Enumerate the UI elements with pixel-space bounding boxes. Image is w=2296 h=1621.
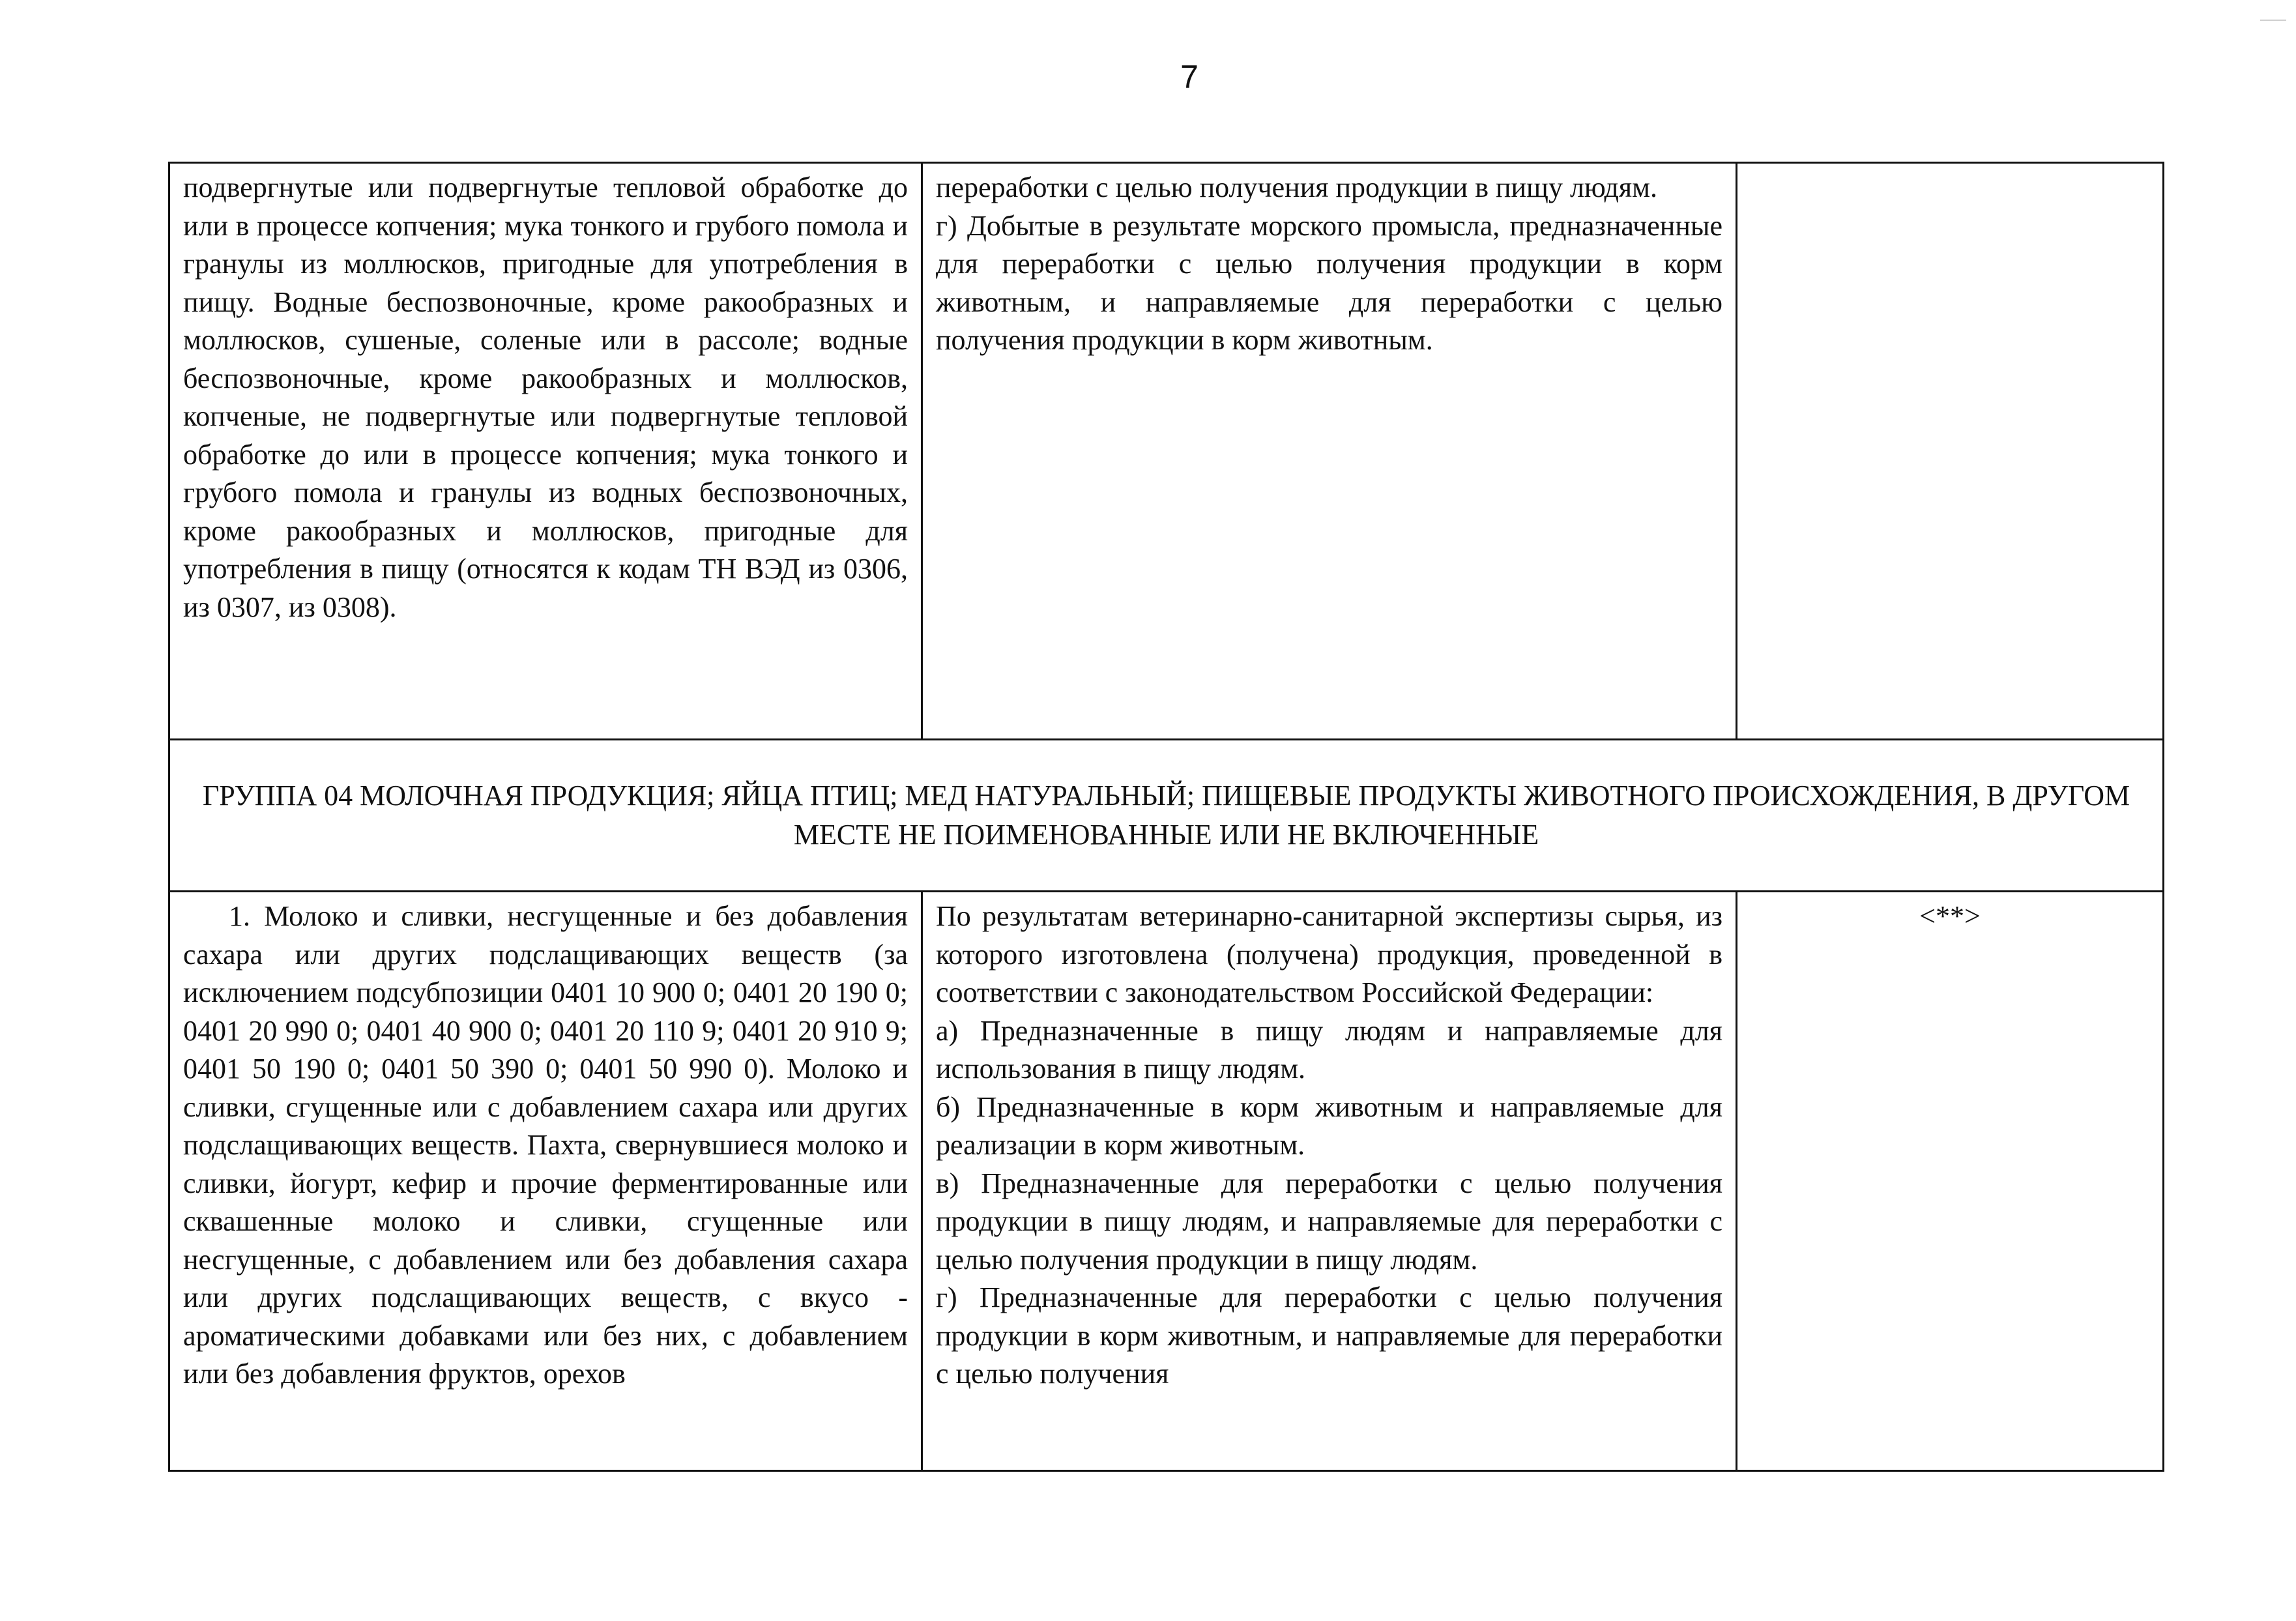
product-description-text: 1. Молоко и сливки, несгущенные и без добавления сахара или других подслащивающих веществ (за исключением подсубпозиции 0401 10 900 0; 0401 20 190 0; 0401 20 990 0; 0401 40 900 0; 0401 20 110 9; 0401 20 910 9; 0401 50 190 0; 0401 50 390 0; 0401 50 990 0). Молоко и сливки, сгущенные или с добавлением сахара или других подслащивающих веществ. Пахта, свернувшиеся молоко и сливки, йогурт, кефир и прочие ферментированные или сквашенные молоко и сливки, сгущенные или несгущенные, с добавлением или без добавления сахара или других подслащивающих веществ, с вкусо - ароматическими добавками или без них, с добавлением или без добавления фруктов, орехов [183,900,908,1390]
conditions-paragraph: б) Предназначенные в корм животным и направляемые для реализации в корм животным. [936,1090,1722,1161]
conditions-cell [922,163,1737,740]
page-number: 7 [1180,59,1199,95]
conditions-paragraph: г) Добытые в результате морского промысла, предназначенные для переработки с целью получения продукции в корм животным, и направляемые для переработки с целью получения продукции в корм животным. [936,209,1722,356]
regulation-table [168,162,2164,1472]
scan-artifact [2260,20,2286,26]
conditions-paragraph: в) Предназначенные для переработки с целью получения продукции в пищу людям, и направляемые для переработки с целью получения продукции в пищу людям. [936,1167,1722,1276]
conditions-paragraph: По результатам ветеринарно-санитарной экспертизы сырья, из которого изготовлена (получена) продукция, проведенной в соответствии с законодательством Российской Федерации: [936,900,1722,1008]
product-description-cell [169,163,922,740]
conditions-paragraph: а) Предназначенные в пищу людям и направляемые для использования в пищу людям. [936,1014,1722,1085]
notes-cell: <**> [1737,892,2164,1471]
product-description-text: подвергнутые или подвергнутые тепловой обработке до или в процессе копчения; мука тонкого и грубого помола и гранулы из моллюсков, пригодные для употребления в пищу. Водные беспозвоночные, кроме ракообразных и моллюсков, сушеные, соленые или в рассоле; водные беспозвоночные, кроме ракообразных и моллюсков, копченые, не подвергнутые или подвергнутые тепловой обработке до или в процессе копчения; мука тонкого и грубого помола и гранулы из водных беспозвоночных, кроме ракообразных и моллюсков, пригодные для употребления в пищу (относятся к кодам ТН ВЭД из 0306, из 0307, из 0308). [183,171,908,623]
group-header-row [169,740,2164,892]
conditions-cell [922,892,1737,1471]
table-row [169,163,2164,740]
conditions-paragraph: переработки с целью получения продукции в пищу людям. [936,171,1658,203]
group-header: ГРУППА 04 МОЛОЧНАЯ ПРОДУКЦИЯ; ЯЙЦА ПТИЦ; МЕД НАТУРАЛЬНЫЙ; ПИЩЕВЫЕ ПРОДУКТЫ ЖИВОТНОГО ПРОИСХОЖДЕНИЯ, В ДРУГОМ МЕСТЕ НЕ ПОИМЕНОВАННЫЕ ИЛИ НЕ ВКЛЮЧЕННЫЕ [169,740,2164,892]
table-row [169,892,2164,1471]
conditions-paragraph: г) Предназначенные для переработки с целью получения продукции в корм животным, и направляемые для переработки с целью получения [936,1281,1722,1390]
notes-cell [1737,163,2164,740]
product-description-cell [169,892,922,1471]
